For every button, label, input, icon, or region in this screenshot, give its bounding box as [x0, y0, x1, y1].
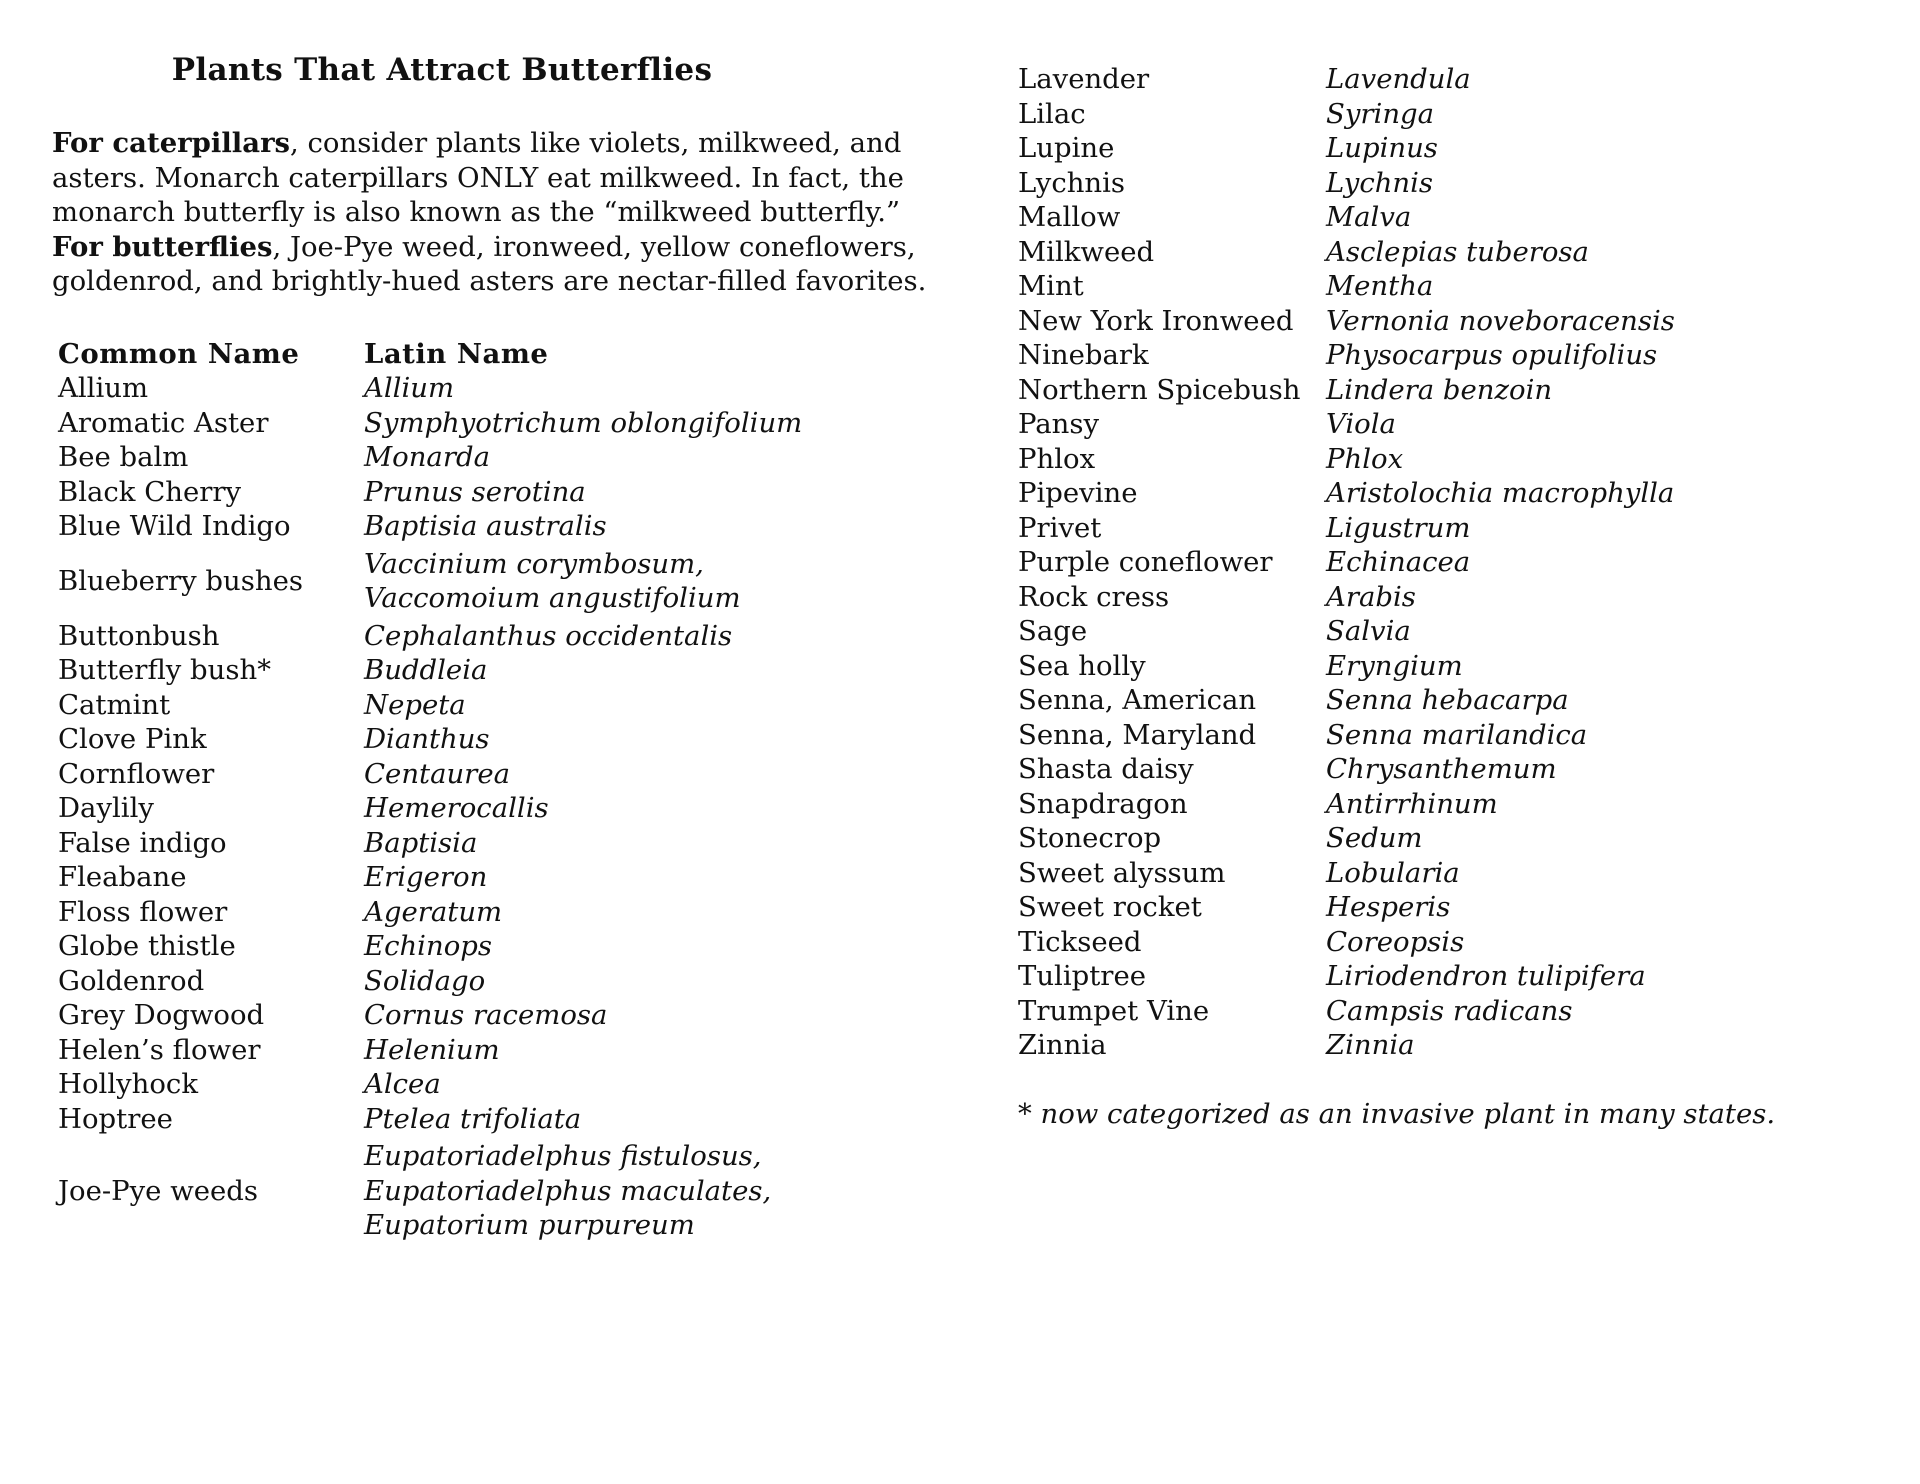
latin-name-cell [1326, 511, 1886, 546]
plant-table-left [58, 337, 924, 1246]
common-name-cell: Senna, American [1018, 684, 1257, 716]
table-row [58, 1033, 924, 1068]
common-name-cell: Purple coneflower [1018, 546, 1273, 578]
latin-name-cell [364, 722, 924, 757]
common-name-cell: Northern Spicebush [1018, 373, 1301, 406]
latin-name-cell [1326, 200, 1886, 235]
latin-name-cell [1326, 994, 1886, 1029]
table-row [58, 895, 924, 930]
footnote: * now categorized as an invasive plant in many states. [1018, 1097, 1776, 1130]
latin-name-line: Solidago [364, 964, 486, 997]
latin-name-cell [364, 860, 924, 895]
table-row [58, 964, 924, 999]
table-row [1018, 97, 1886, 132]
latin-name-cell [364, 929, 924, 964]
latin-name-cell [364, 998, 924, 1033]
latin-name-cell [1326, 925, 1886, 960]
latin-name-line: Vaccinium corymbosum, [364, 547, 704, 580]
latin-name-cell [364, 688, 924, 723]
table-row [1018, 994, 1886, 1029]
latin-name-line: Lavendula [1326, 63, 1471, 95]
table-row [1018, 856, 1886, 891]
latin-name-line: Buddleia [364, 654, 488, 686]
common-name-cell: Catmint [58, 688, 171, 721]
latin-name-line: Hemerocallis [364, 792, 549, 824]
latin-name-line: Salvia [1326, 615, 1411, 647]
latin-name-line: Nepeta [364, 688, 466, 721]
table-row [58, 1102, 924, 1137]
latin-name-cell [364, 1033, 924, 1068]
latin-name-line: Prunus serotina [364, 475, 586, 508]
header-latin-name: Latin Name [364, 337, 549, 370]
latin-name-cell [364, 544, 924, 619]
latin-name-line: Baptisia australis [364, 510, 607, 542]
table-row [1018, 476, 1886, 511]
table-row [58, 619, 924, 654]
common-name-cell: Grey Dogwood [58, 999, 265, 1031]
page-title: Plants That Attract Butterflies [171, 52, 713, 88]
latin-name-line: Eupatoriadelphus fistulosus, [364, 1140, 762, 1172]
table-row [1018, 269, 1886, 304]
table-row [58, 688, 924, 723]
common-name-cell: Bee balm [58, 441, 189, 473]
common-name-cell: Lavender [1018, 63, 1150, 95]
latin-name-line: Echinacea [1326, 546, 1471, 578]
common-name-cell: Rock cress [1018, 580, 1170, 613]
common-name-cell: Trumpet Vine [1018, 994, 1210, 1027]
common-name-cell: Tickseed [1018, 925, 1142, 958]
latin-name-cell [364, 1136, 924, 1246]
latin-name-line: Vernonia noveboracensis [1326, 304, 1675, 337]
table-row [1018, 614, 1886, 649]
common-name-cell: Buttonbush [58, 619, 220, 652]
latin-name-line: Mentha [1326, 270, 1434, 302]
common-name-cell: Lychnis [1018, 166, 1126, 199]
latin-name-cell [1326, 97, 1886, 132]
latin-name-line: Physocarpus opulifolius [1326, 339, 1658, 371]
latin-name-line: Viola [1326, 408, 1396, 440]
common-name-cell: Helen’s flower [58, 1033, 261, 1066]
latin-name-line: Ageratum [364, 895, 503, 928]
latin-name-line: Lobularia [1326, 856, 1460, 889]
common-name-cell: Black Cherry [58, 475, 242, 508]
common-name-cell: Phlox [1018, 442, 1096, 475]
common-name-cell: Lupine [1018, 132, 1115, 164]
table-row [1018, 683, 1886, 718]
latin-name-cell [364, 619, 924, 654]
table-row [58, 371, 924, 406]
latin-name-line: Lupinus [1326, 132, 1438, 164]
table-row [58, 509, 924, 544]
common-name-cell: Milkweed [1018, 235, 1155, 268]
table-row [58, 544, 924, 619]
common-name-cell: Tuliptree [1018, 960, 1146, 992]
common-name-cell: Floss flower [58, 895, 228, 928]
latin-name-cell [1326, 890, 1886, 925]
latin-name-line: Senna marilandica [1326, 718, 1588, 751]
latin-name-line: Dianthus [364, 723, 490, 755]
common-name-cell: Senna, Maryland [1018, 718, 1257, 751]
table-row [1018, 718, 1886, 753]
common-name-cell: Sea holly [1018, 649, 1146, 682]
table-header-row [58, 337, 924, 372]
table-row [1018, 752, 1886, 787]
latin-name-cell [1326, 752, 1886, 787]
table-row [58, 406, 924, 441]
common-name-cell: Sage [1018, 615, 1088, 647]
latin-name-line: Eryngium [1326, 649, 1463, 682]
table-row [58, 1067, 924, 1102]
common-name-cell: Sweet rocket [1018, 891, 1202, 923]
table-row [58, 653, 924, 688]
common-name-cell: Shasta daisy [1018, 753, 1194, 785]
latin-name-cell [1326, 166, 1886, 201]
intro-caterpillars-text: , consider plants like violets, milkweed, and asters. Monarch caterpillars ONLY eat milkweed. In fact, the monarch butterfly is also known as the “milkweed butterfly.” [52, 127, 904, 228]
intro-butterflies-text: , Joe-Pye weed, ironweed, yellow coneflowers, goldenrod, and brightly-hued asters are nectar-filled favorites. [52, 230, 927, 297]
latin-name-line: Echinops [364, 930, 492, 962]
table-row [1018, 925, 1886, 960]
latin-name-cell [364, 440, 924, 475]
common-name-cell: Globe thistle [58, 930, 236, 962]
common-name-cell: Aromatic Aster [58, 406, 269, 439]
common-name-cell: New York Ironweed [1018, 304, 1294, 337]
latin-name-line: Asclepias tuberosa [1326, 235, 1589, 268]
latin-name-line: Lindera benzoin [1326, 373, 1553, 406]
latin-name-cell [364, 509, 924, 544]
table-row [1018, 580, 1886, 615]
latin-name-cell [1326, 476, 1886, 511]
latin-name-line: Alcea [364, 1068, 441, 1100]
table-row [58, 826, 924, 861]
common-name-cell: Mint [1018, 270, 1084, 302]
latin-name-line: Sedum [1326, 822, 1423, 854]
common-name-cell: Hollyhock [58, 1068, 198, 1100]
latin-name-line: Eupatoriadelphus maculates, [364, 1174, 772, 1207]
latin-name-cell [364, 406, 924, 441]
table-row [1018, 649, 1886, 684]
common-name-cell: Joe-Pye weeds [58, 1174, 259, 1207]
table-row [1018, 442, 1886, 477]
plant-table-right [1018, 62, 1886, 1063]
table-row [1018, 787, 1886, 822]
latin-name-line: Eupatorium purpureum [364, 1209, 695, 1241]
latin-name-cell [364, 1102, 924, 1137]
common-name-cell: Stonecrop [1018, 822, 1162, 854]
table-row [1018, 166, 1886, 201]
common-name-cell: Pipevine [1018, 477, 1138, 509]
common-name-cell: Blueberry bushes [58, 564, 303, 597]
left-column [52, 48, 932, 1246]
common-name-cell: Ninebark [1018, 339, 1149, 371]
table-row [1018, 890, 1886, 925]
latin-name-line: Hesperis [1326, 891, 1451, 923]
latin-name-cell [364, 791, 924, 826]
plant-table-right-body [1018, 62, 1886, 1063]
latin-name-line: Helenium [364, 1033, 500, 1066]
latin-name-cell [364, 826, 924, 861]
latin-name-line: Zinnia [1326, 1029, 1415, 1061]
latin-name-cell [1326, 442, 1886, 477]
table-row [1018, 407, 1886, 442]
common-name-cell: Daylily [58, 792, 154, 824]
table-row [1018, 304, 1886, 339]
latin-name-cell [1326, 683, 1886, 718]
latin-name-line: Malva [1326, 201, 1412, 233]
latin-name-cell [1326, 373, 1886, 408]
common-name-cell: Sweet alyssum [1018, 856, 1226, 889]
latin-name-line: Campsis radicans [1326, 994, 1573, 1027]
latin-name-line: Vaccomoium angustifolium [364, 582, 741, 614]
latin-name-line: Syringa [1326, 97, 1435, 130]
table-row [58, 440, 924, 475]
latin-name-cell [1326, 131, 1886, 166]
table-row [1018, 511, 1886, 546]
latin-name-line: Centaurea [364, 757, 510, 790]
latin-name-line: Cephalanthus occidentalis [364, 619, 733, 652]
table-row [1018, 235, 1886, 270]
latin-name-line: Aristolochia macrophylla [1326, 477, 1675, 509]
common-name-cell: Butterfly bush* [58, 654, 271, 686]
table-row [58, 791, 924, 826]
table-row [58, 757, 924, 792]
latin-name-line: Ligustrum [1326, 511, 1471, 544]
latin-name-cell [364, 475, 924, 510]
common-name-cell: Fleabane [58, 861, 187, 893]
latin-name-cell [1326, 62, 1886, 97]
latin-name-line: Antirrhinum [1326, 787, 1498, 820]
latin-name-cell [364, 1067, 924, 1102]
common-name-cell: Lilac [1018, 97, 1086, 130]
latin-name-line: Phlox [1326, 442, 1404, 475]
latin-name-cell [1326, 614, 1886, 649]
table-row [1018, 545, 1886, 580]
latin-name-line: Symphyotrichum oblongifolium [364, 406, 803, 439]
common-name-cell: Snapdragon [1018, 787, 1188, 820]
intro-paragraph [52, 126, 932, 299]
latin-name-cell [1326, 856, 1886, 891]
latin-name-line: Arabis [1326, 580, 1416, 613]
latin-name-cell [1326, 821, 1886, 856]
table-row [58, 1136, 924, 1246]
table-row [1018, 131, 1886, 166]
plant-table-left-body [58, 371, 924, 1246]
table-row [1018, 959, 1886, 994]
table-row [58, 860, 924, 895]
latin-name-cell [1326, 580, 1886, 615]
common-name-cell: Blue Wild Indigo [58, 510, 291, 542]
latin-name-cell [364, 895, 924, 930]
latin-name-cell [1326, 545, 1886, 580]
latin-name-cell [1326, 407, 1886, 442]
common-name-cell: False indigo [58, 826, 227, 859]
table-row [1018, 62, 1886, 97]
header-common-name: Common Name [58, 337, 300, 370]
table-row [1018, 373, 1886, 408]
latin-name-cell [1326, 269, 1886, 304]
table-row [58, 475, 924, 510]
latin-name-line: Allium [364, 372, 455, 404]
latin-name-cell [364, 964, 924, 999]
table-row [58, 722, 924, 757]
latin-name-cell [364, 757, 924, 792]
table-row [1018, 338, 1886, 373]
common-name-cell: Allium [58, 372, 149, 404]
common-name-cell: Goldenrod [58, 964, 205, 997]
latin-name-cell [1326, 649, 1886, 684]
intro-caterpillars-label: For caterpillars [52, 127, 291, 159]
common-name-cell: Zinnia [1018, 1029, 1107, 1061]
intro-butterflies-label: For butterflies [52, 230, 273, 263]
latin-name-cell [1326, 235, 1886, 270]
latin-name-line: Monarda [364, 441, 490, 473]
latin-name-line: Chrysanthemum [1326, 753, 1557, 785]
table-row [58, 929, 924, 964]
latin-name-line: Liriodendron tulipifera [1326, 960, 1646, 992]
latin-name-line: Senna hebacarpa [1326, 684, 1569, 716]
latin-name-line: Cornus racemosa [364, 999, 608, 1031]
latin-name-cell [364, 653, 924, 688]
latin-name-cell [1326, 787, 1886, 822]
table-row [1018, 200, 1886, 235]
common-name-cell: Pansy [1018, 408, 1100, 440]
common-name-cell: Hoptree [58, 1102, 173, 1135]
latin-name-line: Coreopsis [1326, 925, 1465, 958]
latin-name-line: Ptelea trifoliata [364, 1102, 582, 1135]
latin-name-cell [1326, 1028, 1886, 1063]
table-row [1018, 821, 1886, 856]
latin-name-cell [1326, 304, 1886, 339]
latin-name-line: Erigeron [364, 861, 488, 893]
common-name-cell: Cornflower [58, 757, 215, 790]
table-row [1018, 1028, 1886, 1063]
right-column [1018, 62, 1898, 1131]
common-name-cell: Mallow [1018, 201, 1121, 233]
latin-name-cell [1326, 338, 1886, 373]
common-name-cell: Privet [1018, 511, 1102, 544]
latin-name-line: Lychnis [1326, 166, 1434, 199]
table-row [58, 998, 924, 1033]
latin-name-cell [1326, 718, 1886, 753]
common-name-cell: Clove Pink [58, 723, 207, 755]
latin-name-cell [1326, 959, 1886, 994]
latin-name-cell [364, 371, 924, 406]
latin-name-line: Baptisia [364, 826, 478, 859]
